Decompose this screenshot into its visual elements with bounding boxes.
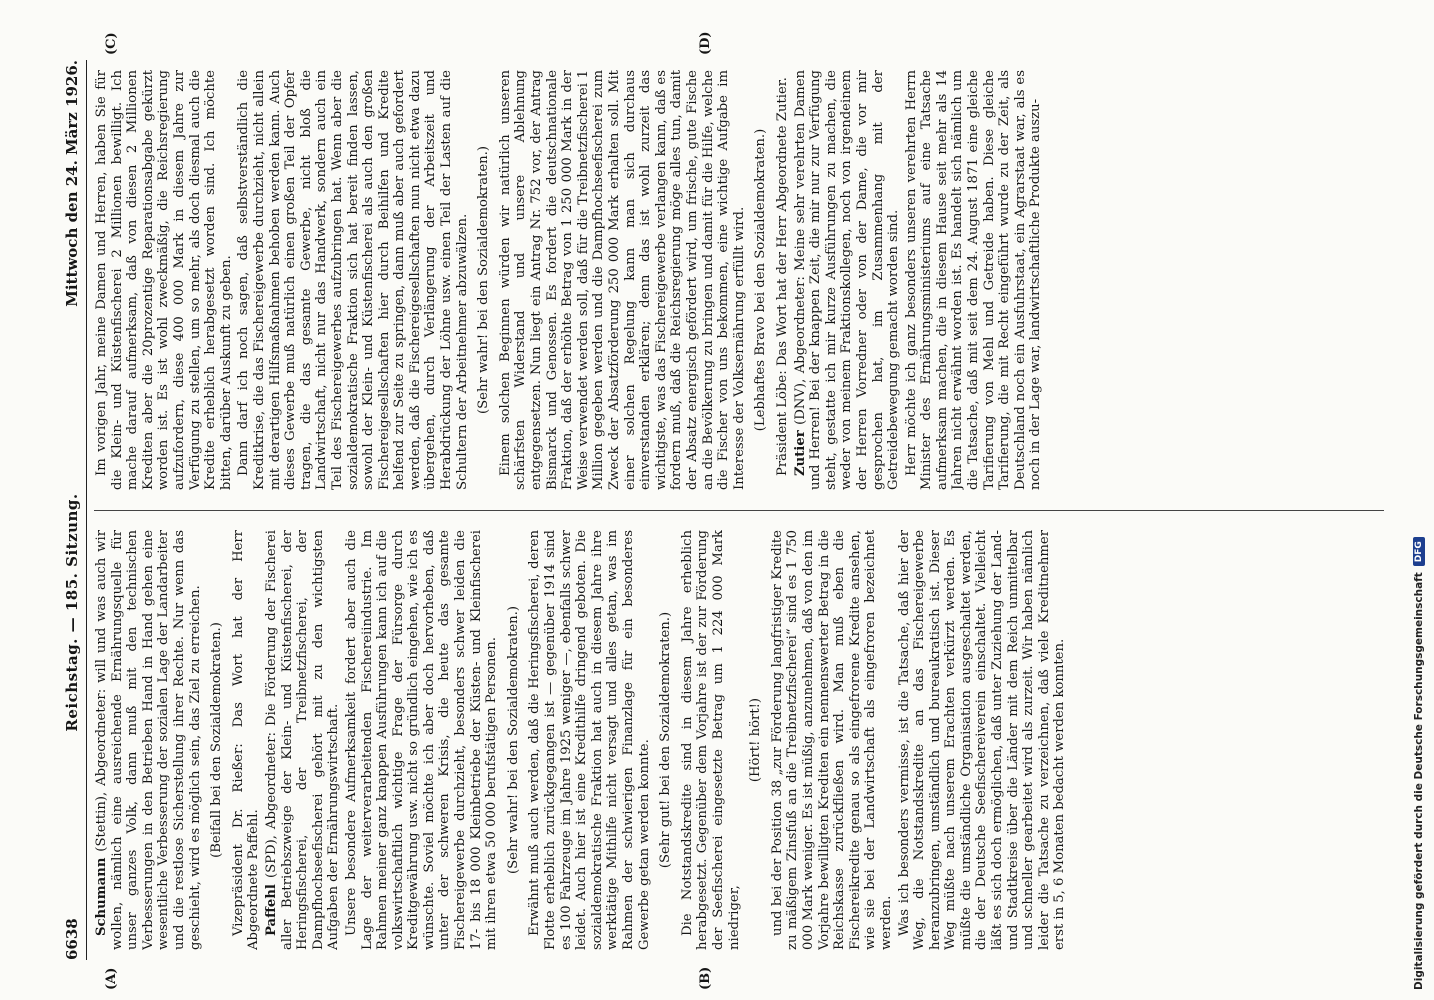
digitization-footer	[1400, 30, 1430, 990]
speech-paragraph	[94, 530, 203, 950]
reaction-line: (Sehr wahr! bei den Sozialdemokraten.)	[476, 146, 492, 414]
left-column	[94, 530, 1394, 950]
reaction-line: (Hört! hört!)	[748, 697, 764, 783]
margin-marker-a: (A)	[104, 967, 119, 990]
reaction-line: (Sehr wahr! bei den Sozialdemokraten.)	[505, 606, 521, 874]
column-divider	[94, 510, 1384, 511]
page-number: 6638	[63, 918, 81, 960]
text-paragraph: Was ich besonders vermisse, ist die Tatsache, daß hier der Weg, die Notstandskredite an das Fischereigewerbe heranzubringen, umständlich und bureaukratisch ist. Dieser Weg müßte nach unserem Erachten verkürzt werden. Es müßte die umständliche Organisation ausgeschaltet werden, die der Deutsche Seefischereiverein einschaltet. Vielleicht läßt es sich doch ermöglichen, daß unter Zuziehung der Land- und Stadtkreise über die Länder mit dem Reich unmittelbar und schneller gearbeitet wird als zurzeit. Wir haben nämlich leider die Tatsache zu verzeichnen, daß viele Kreditnehmer erst in 5, 6 Monaten bedacht werden konnten.	[896, 530, 1068, 950]
speech-paragraph	[264, 530, 342, 950]
speech-text: (Stettin), Abgeordneter: will und was auch wir wollen, nämlich eine ausreichende Ernährungsquelle für unser ganzes Volk, dann muß mit den technischen Verbesserungen in den Betrieben Hand in Hand gehen eine wesentliche Verbesserung der sozialen Lage der Landarbeiter und die restlose Sicherstellung ihrer Rechte. Nur wenn das geschieht, wird es möglich sein, das Ziel zu erreichen.	[94, 530, 203, 950]
speaker-name: Paffehl	[263, 884, 279, 936]
speech-paragraph	[793, 70, 902, 490]
speech-text: (DNV), Abgeordneter: Meine sehr verehrten Damen und Herren! Bei der knappen Zeit, die mir nur zur Verfügung steht, gestatte ich mir kurze Ausführungen zu machen, die weder von meinem Fraktionskollegen, noch von irgendeinem der Herren Vorredner oder von der Dame, die vor mir gesprochen hat, im Zusammenhang mit der Getreidebewegung gemacht worden sind.	[792, 70, 902, 490]
rotated-page-content	[58, 31, 1404, 990]
speaker-name: Zutier	[792, 430, 808, 476]
margin-marker-c: (C)	[104, 32, 119, 55]
margin-marker-b: (B)	[698, 966, 713, 990]
text-paragraph: Die Notstandskredite sind in diesem Jahre erheblich herabgesetzt. Gegenüber dem Vorjahre ist der zur Förderung der Seefischerei eingesetzte Betrag um 1 224 000 Mark niedriger,	[679, 530, 742, 950]
reaction-line: (Beifall bei den Sozialdemokraten.)	[209, 622, 225, 858]
text-paragraph: Vizepräsident Dr. Rießer: Das Wort hat der Herr Abgeordnete Paffehl.	[230, 530, 262, 950]
reaction-line: (Lebhaftes Bravo bei den Sozialdemokraten.)	[753, 128, 769, 432]
reaction-line: (Sehr gut! bei den Sozialdemokraten.)	[658, 611, 674, 869]
text-paragraph: Dann darf ich noch sagen, daß selbstverständlich die Kreditkrise, die das Fischereigewerbe durchzieht, nicht allein mit derartigen Hilfsmaßnahmen behoben werden kann. Auch dieses Gewerbe muß natürlich einen großen Teil der Opfer tragen, die das gesamte Gewerbe, nicht bloß die Landwirtschaft, nicht nur das Handwerk, sondern auch ein Teil des Fischereigewerbes aufzubringen hat. Wenn aber die sozialdemokratische Fraktion sich hat bereit finden lassen, sowohl der Klein- und Küstenfischerei als auch den großen Fischereigesellschaften hier durch Beihilfen und Kredite helfend zur Seite zu springen, dann muß aber auch gefordert werden, daß die Fischereigesellschaften nun nicht etwa dazu übergehen, durch Verlängerung der Arbeitszeit und Herabdrückung der Löhne usw. einen Teil der Lasten auf die Schultern der Arbeitnehmer abzuwälzen.	[236, 70, 470, 490]
text-paragraph: Einem solchen Beginnen würden wir natürlich unseren schärfsten Widerstand und unsere Ablehnung entgegensetzen. Nun liegt ein Antrag Nr. 752 vor, der Antrag Bismarck und Genossen. Es fordert die deutschnationale Fraktion, daß der erhöhte Betrag von 1 250 000 Mark in der Weise verwendet werden soll, daß für die Treibnetzfischerei 1 Million gegeben werden und die Dampfhochseefischerei zum Zweck der Absatzförderung 250 000 Mark erhalten soll. Mit einer solchen Regelung kann man sich durchaus einverstanden erklären; denn das ist wohl zurzeit das wichtigste, was das Fischereigewerbe verlangen kann, daß es fordern muß, daß die Reichsregierung möge alles tun, damit der Absatz energisch gefördert wird, um frische, gute Fische an die Bevölkerung zu bringen und damit für die Hilfe, welche die Fischer von uns bekommen, eine wichtige Aufgabe im Interesse der Volksernährung erfüllt wird.	[497, 70, 747, 490]
text-paragraph: Präsident Löbe: Das Wort hat der Herr Abgeordnete Zutier.	[774, 77, 790, 476]
text-paragraph: Unsere besondere Aufmerksamkeit fordert aber auch die Lage der weiterverarbeitenden Fischereiindustrie. Im Rahmen meiner ganz knappen Ausführungen kann ich auf die volkswirtschaftlich wichtige Frage der Fürsorge durch Kreditgewährung usw. nicht so gründlich eingehen, wie ich es wünschte. Soviel möchte ich aber doch hervorheben, daß unter der schweren Krisis, die heute das gesamte Fischereigewerbe durchzieht, besonders schwer leiden die 17- bis 18 000 Kleinbetriebe der Küsten- und Kleinfischerei mit ihren etwa 50 000 berufstätigen Personen.	[343, 530, 500, 950]
page-header	[58, 60, 87, 960]
session-date: Mittwoch den 24. März 1926.	[63, 60, 81, 307]
margin-marker-d: (D)	[698, 31, 713, 55]
funding-notice: Digitalisierung gefördert durch die Deutsche Forschungsgemeinschaft	[1413, 572, 1425, 990]
text-paragraph: Herr möchte ich ganz besonders unseren verehrten Herrn Minister des Ernährungsministeriums auf eine Tatsache aufmerksam machen, die in diesem Hause seit mehr als 14 Jahren nicht erwähnt worden ist. Es handelt sich nämlich um die Tatsache, daß mit seit dem 24. August 1871 eine gleiche Tarifierung von Mehl und Getreide haben. Diese gleiche Tarifierung, die mit Recht eingeführt wurde zu der Zeit, als Deutschland noch ein Ausfuhrstaat, ein Agrarstaat war, als es noch in der Lage war, landwirtschaftliche Produkte auszu-	[903, 70, 1044, 490]
speech-text: (SPD), Abgeordneter: Die Förderung der Fischerei aller Betriebszweige der Klein- und Küstenfischerei, der Heringsfischerei, der Treibnetzfischerei, der Dampfhochseefischerei gehört mit zu den wichtigsten Aufgaben der Ernährungswirtschaft.	[263, 530, 342, 950]
text-paragraph: Erwähnt muß auch werden, daß die Heringsfischerei, deren Flotte erheblich zurückgegangen ist — gegenüber 1914 sind es 100 Fahrzeuge im Jahre 1925 weniger —, ebenfalls schwer leidet. Auch hier ist eine Kredithilfe dringend geboten. Die sozialdemokratische Fraktion hat auch in diesem Jahre ihre werktätige Mithilfe nicht versagt und alles getan, was im Rahmen der schwierigen Finanzlage für ein besonderes Gewerbe getan werden konnte.	[527, 530, 652, 950]
text-paragraph: Im vorigen Jahr, meine Damen und Herren, haben Sie für die Klein- und Küstenfischerei 2 Millionen bewilligt. Ich mache darauf aufmerksam, daß von diesen 2 Millionen Krediten aber die 20prozentige Reparationsabgabe gekürzt worden ist. Es ist wohl zweckmäßig, die Reichsregierung aufzufordern, diese 400 000 Mark in diesem Jahre zur Verfügung zu stellen, um so mehr, als doch diesmal auch die Kredite erheblich herabgesetzt worden sind. Ich möchte bitten, darüber Auskunft zu geben.	[94, 70, 234, 490]
right-column	[94, 70, 1394, 490]
dfg-logo: DFG	[1413, 537, 1425, 566]
text-paragraph: und bei der Position 38 „zur Förderung langfristiger Kredite zu mäßigem Zinsfuß an die Treibnetzfischerei“ sind es 1 750 000 Mark weniger. Es ist müßig, anzunehmen, daß von den im Vorjahre bewilligten Krediten ein nennenswerter Betrag in die Reichskasse zurückfließen wird. Man muß eben die Fischereikredite genau so als eingefrorene Kredite ansehen, wie sie bei der Landwirtschaft als eingefroren bezeichnet werden.	[769, 530, 894, 950]
session-title: Reichstag. — 185. Sitzung.	[63, 493, 81, 732]
speaker-name: Schumann	[94, 857, 109, 936]
